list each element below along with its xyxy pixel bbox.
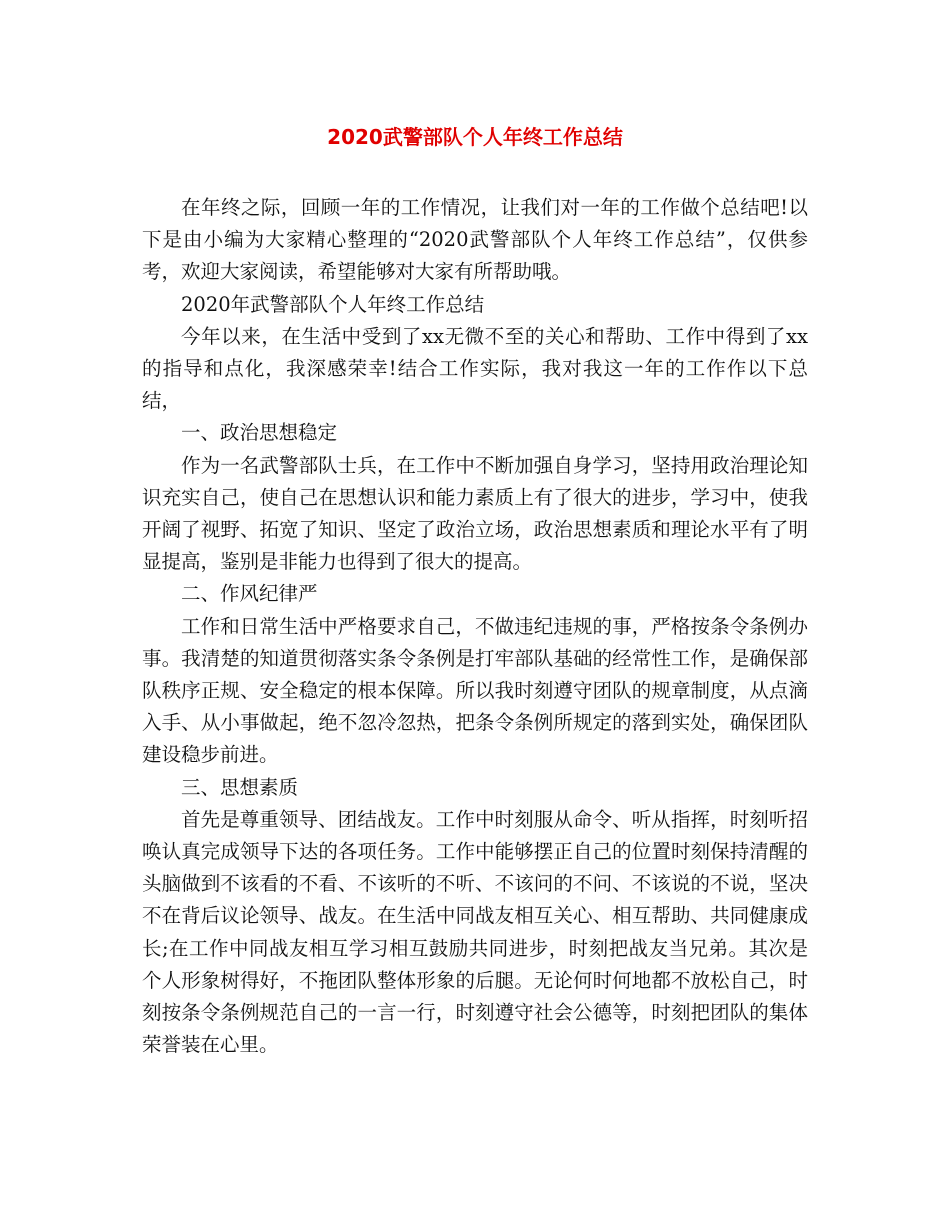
section-heading-quality: 三、思想素质 bbox=[181, 775, 299, 799]
paragraph-intro: 在年终之际，回顾一年的工作情况，让我们对一年的工作做个总结吧!以下是由小编为大家精心整理的“2020武警部队个人年终工作总结”，仅供参考，欢迎大家阅读，希望能够对大家有所帮助哦。 bbox=[142, 196, 808, 284]
document-body bbox=[142, 192, 808, 1061]
paragraph-discipline: 工作和日常生活中严格要求自己，不做违纪违规的事，严格按条令条例办事。我清楚的知道贯彻落实条令条例是打牢部队基础的经常性工作，是确保部队秩序正规、安全稳定的根本保障。所以我时刻遵守团队的规章制度，从点滴入手、从小事做起，绝不忽冷忽热，把条令条例所规定的落到实处，确保团队建设稳步前进。 bbox=[142, 614, 808, 767]
paragraph-quality: 首先是尊重领导、团结战友。工作中时刻服从命令、听从指挥，时刻听招唤认真完成领导下达的各项任务。工作中能够摆正自己的位置时刻保持清醒的头脑做到不该看的不看、不该听的不听、不该问的不问、不该说的不说，坚决不在背后议论领导、战友。在生活中同战友相互关心、相互帮助、共同健康成长;在工作中同战友相互学习相互鼓励共同进步，时刻把战友当兄弟。其次是个人形象树得好，不拖团队整体形象的后腿。无论何时何地都不放松自己，时刻按条令条例规范自己的一言一行，时刻遵守社会公德等，时刻把团队的集体荣誉装在心里。 bbox=[142, 807, 808, 1057]
paragraph-subtitle: 2020年武警部队个人年终工作总结 bbox=[181, 292, 485, 316]
paragraph-political: 作为一名武警部队士兵，在工作中不断加强自身学习，坚持用政治理论知识充实自己，使自己在思想认识和能力素质上有了很大的进步，学习中，使我开阔了视野、拓宽了知识、坚定了政治立场，政治思想素质和理论水平有了明显提高，鉴别是非能力也得到了很大的提高。 bbox=[142, 453, 808, 574]
section-heading-discipline: 二、作风纪律严 bbox=[181, 582, 318, 606]
paragraph-opening: 今年以来，在生活中受到了xx无微不至的关心和帮助、工作中得到了xx的指导和点化，我深感荣幸!结合工作实际，我对我这一年的工作作以下总结， bbox=[142, 324, 808, 413]
document-title: 2020武警部队个人年终工作总结 bbox=[327, 125, 623, 149]
section-heading-political: 一、政治思想稳定 bbox=[181, 421, 338, 445]
